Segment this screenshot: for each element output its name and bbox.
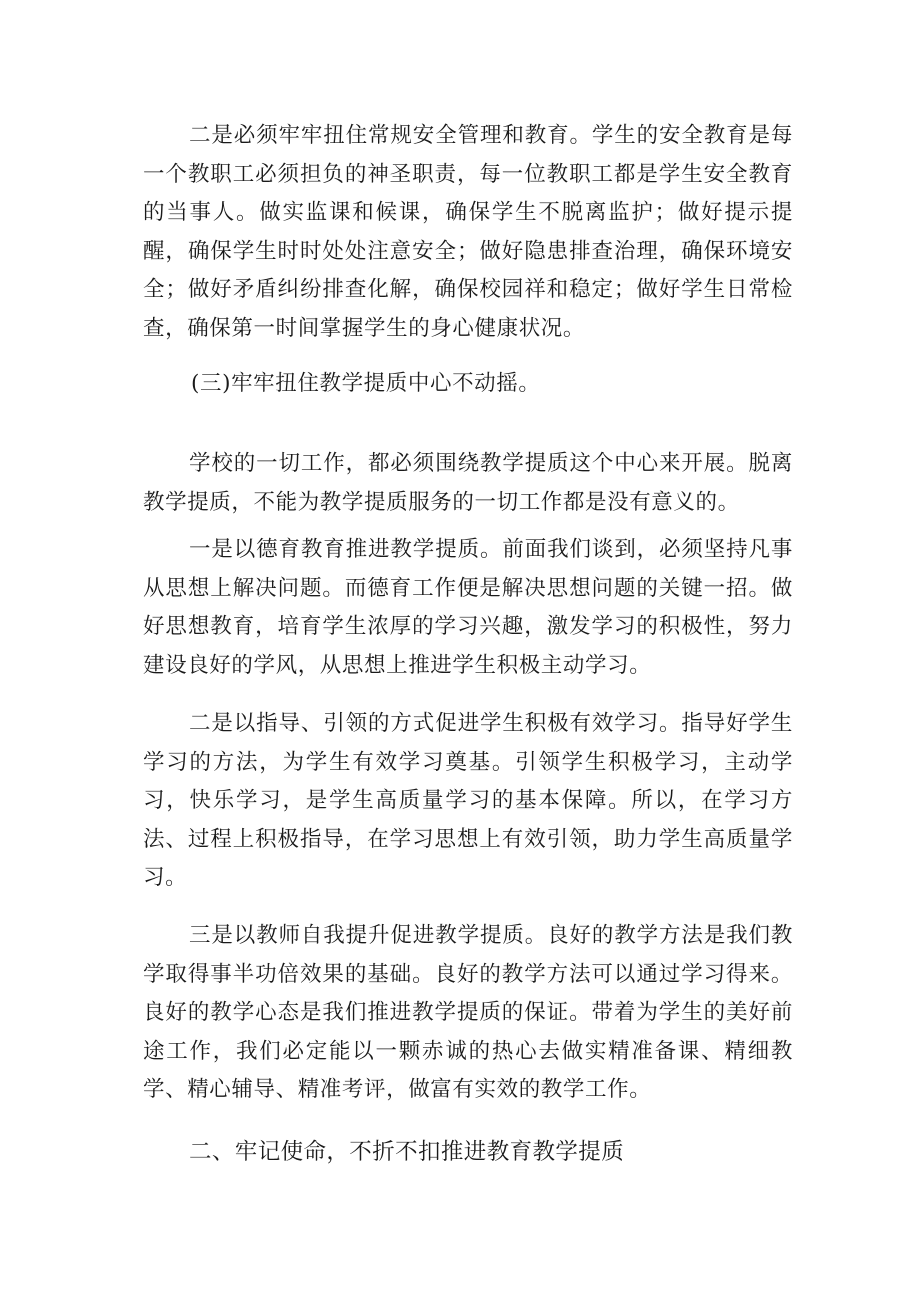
paragraph-teaching-center: 学校的一切工作，都必须围绕教学提质这个中心来开展。脱离教学提质，不能为教学提质服务的一切工作都是没有意义的。 bbox=[143, 451, 793, 515]
paragraph-moral-education: 一是以德育教育推进教学提质。前面我们谈到，必须坚持凡事从思想上解决问题。而德育工作便是解决思想问题的关键一招。做好思想教育，培育学生浓厚的学习兴趣，激发学习的积极性，努力建设良好的学风，从思想上推进学生积极主动学习。 bbox=[143, 537, 793, 678]
sub-heading-teaching-quality: (三)牢牢扭住教学提质中心不动摇。 bbox=[191, 371, 541, 396]
paragraph-guidance-learning: 二是以指导、引领的方式促进学生积极有效学习。指导好学生学习的方法，为学生有效学习奠基。引领学生积极学习，主动学习，快乐学习，是学生高质量学习的基本保障。所以，在学习方法、过程上积极指导，在学习思想上有效引领，助力学生高质量学习。 bbox=[143, 711, 793, 890]
section-heading-mission: 二、牢记使命，不折不扣推进教育教学提质 bbox=[189, 1139, 625, 1165]
paragraph-teacher-improvement: 三是以教师自我提升促进教学提质。良好的教学方法是我们教学取得事半功倍效果的基础。良好的教学方法可以通过学习得来。良好的教学心态是我们推进教学提质的保证。带着为学生的美好前途工作，我们必定能以一颗赤诚的热心去做实精准备课、精细教学、精心辅导、精准考评，做富有实效的教学工作。 bbox=[143, 923, 793, 1102]
paragraph-safety-management: 二是必须牢牢扭住常规安全管理和教育。学生的安全教育是每一个教职工必须担负的神圣职责，每一位教职工都是学生安全教育的当事人。做实监课和候课，确保学生不脱离监护；做好提示提醒，确保学生时时处处注意安全；做好隐患排查治理，确保环境安全；做好矛盾纠纷排查化解，确保校园祥和稳定；做好学生日常检查，确保第一时间掌握学生的身心健康状况。 bbox=[143, 123, 793, 341]
